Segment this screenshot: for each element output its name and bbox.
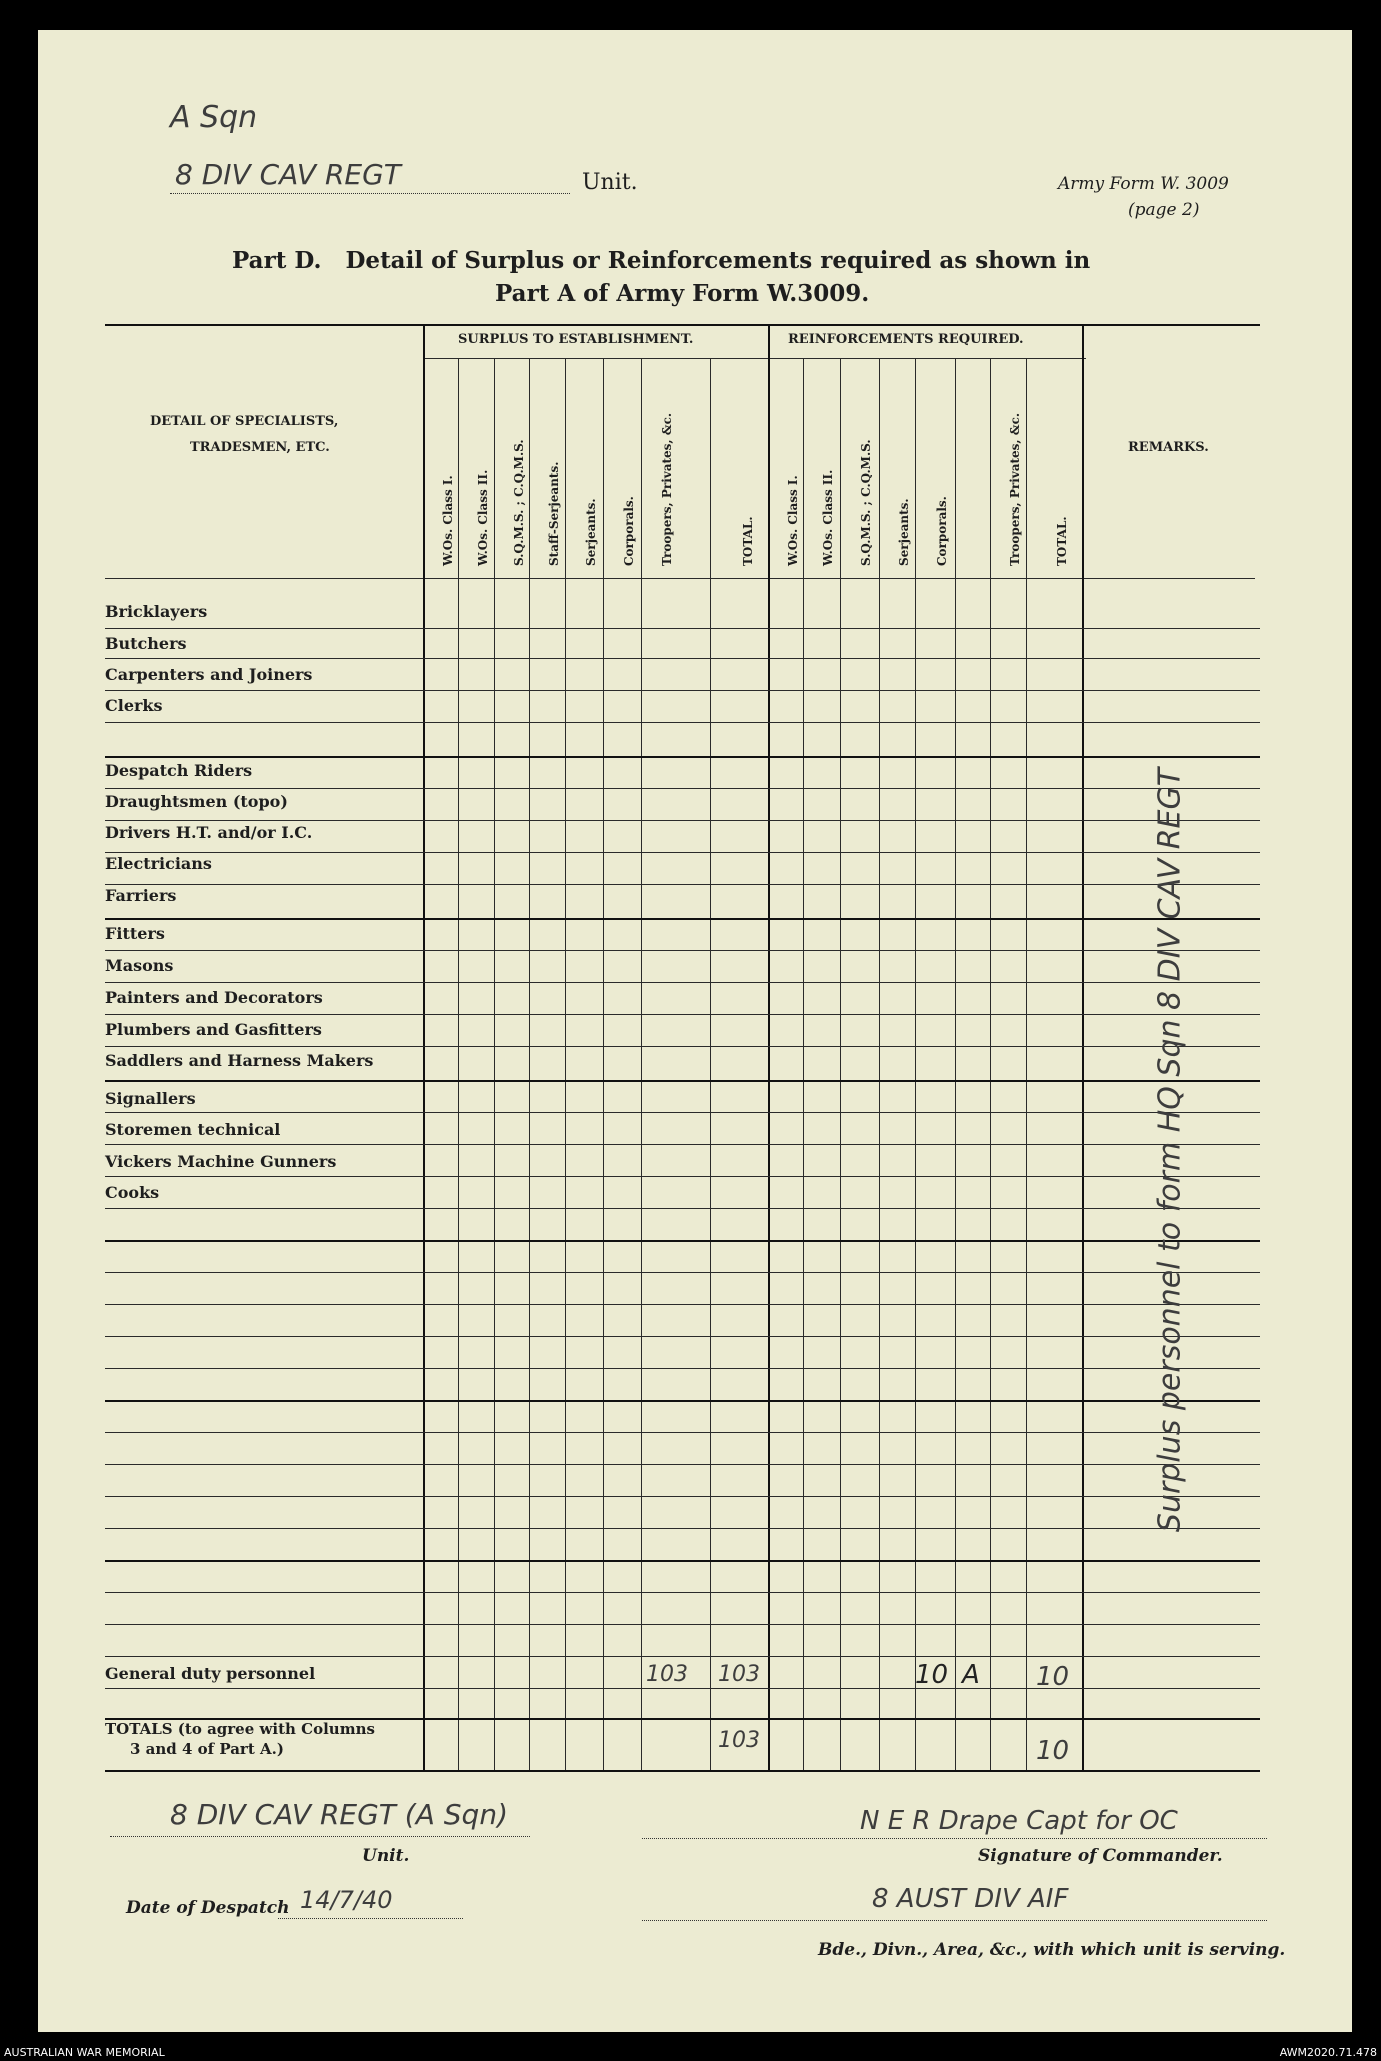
- title-line-2: Part A of Army Form W.3009.: [495, 280, 870, 307]
- surplus-col-head: Serjeants.: [584, 498, 598, 566]
- col-line: [915, 358, 916, 1770]
- row-rule: [105, 722, 1260, 723]
- general-duty-label: General duty personnel: [105, 1664, 316, 1683]
- row-rule: [105, 1014, 1260, 1015]
- totals-label-line-2: 3 and 4 of Part A.): [130, 1740, 284, 1758]
- row-label: Vickers Machine Gunners: [105, 1152, 337, 1171]
- formation-label: Bde., Divn., Area, &c., with which unit is serving.: [818, 1940, 1286, 1960]
- row-label: Carpenters and Joiners: [105, 665, 313, 684]
- surplus-col-head: W.Os. Class II.: [476, 469, 490, 566]
- reinforcement-col-head: Troopers, Privates, &c.: [1008, 412, 1022, 566]
- row-rule: [105, 628, 1260, 629]
- reinforcement-col-head: Corporals.: [935, 496, 949, 566]
- surplus-col-head: TOTAL.: [741, 516, 755, 566]
- detail-heading-line-1: DETAIL OF SPECIALISTS,: [150, 414, 339, 429]
- row-rule: [105, 918, 1260, 920]
- row-rule: [105, 1046, 1260, 1047]
- handwritten-squadron: A Sqn: [170, 100, 258, 135]
- handwritten-unit-top: 8 DIV CAV REGT: [175, 158, 401, 191]
- row-label: Masons: [105, 956, 174, 975]
- table-bottom-rule: [105, 1770, 1260, 1772]
- row-rule: [105, 1080, 1260, 1082]
- handwritten-unit-bottom: 8 DIV CAV REGT (A Sqn): [170, 1798, 508, 1831]
- row-rule: [105, 1272, 1260, 1273]
- row-label: Storemen technical: [105, 1120, 281, 1139]
- reinforcement-col-head: W.Os. Class I.: [786, 475, 800, 566]
- row-label: Painters and Decorators: [105, 988, 323, 1007]
- unit-label: Unit.: [582, 170, 638, 195]
- detail-heading-line-2: TRADESMEN, ETC.: [190, 440, 330, 455]
- col-line: [710, 358, 711, 1770]
- row-rule: [105, 982, 1260, 983]
- row-rule: [105, 852, 1260, 853]
- date-label: Date of Despatch: [126, 1898, 290, 1918]
- row-rule: [105, 658, 1260, 659]
- row-rule: [105, 1112, 1260, 1113]
- handwritten-formation: 8 AUST DIV AIF: [872, 1884, 1069, 1914]
- row-rule: [105, 1432, 1260, 1433]
- row-label: Bricklayers: [105, 602, 208, 621]
- row-rule: [105, 1208, 1260, 1209]
- row-rule: [105, 756, 1260, 758]
- row-label: Plumbers and Gasfitters: [105, 1020, 322, 1039]
- row-label: Electricians: [105, 854, 212, 873]
- col-line: [955, 358, 956, 1770]
- row-rule: [105, 1336, 1260, 1337]
- row-rule: [105, 1592, 1260, 1593]
- row-rule: [105, 690, 1260, 691]
- gd-troopers-value: 103: [646, 1662, 688, 1687]
- reinforcement-col-head: W.Os. Class II.: [821, 469, 835, 566]
- row-label: Draughtsmen (topo): [105, 792, 288, 811]
- row-label: Cooks: [105, 1183, 160, 1202]
- row-label: Farriers: [105, 886, 177, 905]
- gd-reinf-troopers-value: A: [962, 1660, 980, 1690]
- surplus-col-head: Troopers, Privates, &c.: [660, 412, 674, 566]
- col-line: [641, 358, 642, 1770]
- date-underline: [278, 1918, 463, 1919]
- row-rule: [105, 1496, 1260, 1497]
- unit-bottom-underline: [110, 1836, 530, 1837]
- row-rule: [105, 1400, 1260, 1402]
- bottom-unit-label: Unit.: [362, 1846, 410, 1866]
- surplus-heading-rule: [423, 358, 1086, 359]
- row-rule: [105, 1304, 1260, 1305]
- row-rule: [105, 1144, 1260, 1145]
- row-rule: [105, 950, 1260, 951]
- row-label: Clerks: [105, 696, 163, 715]
- row-rule: [105, 820, 1260, 821]
- totals-label-line-1: TOTALS (to agree with Columns: [105, 1720, 375, 1738]
- signature-underline: [642, 1838, 1267, 1839]
- col-line: [1026, 358, 1027, 1770]
- row-label: Saddlers and Harness Makers: [105, 1051, 374, 1070]
- row-rule: [105, 788, 1260, 789]
- handwritten-date: 14/7/40: [300, 1886, 393, 1914]
- reinforcement-col-head: S.Q.M.S. ; C.Q.M.S.: [859, 439, 873, 566]
- col-line: [1082, 324, 1084, 1770]
- table-top-rule: [105, 324, 1260, 326]
- col-line: [565, 358, 566, 1770]
- row-label: Butchers: [105, 634, 187, 653]
- row-rule: [105, 884, 1260, 885]
- surplus-col-head: Corporals.: [622, 496, 636, 566]
- row-rule: [105, 1624, 1260, 1625]
- remarks-handwriting: Surplus personnel to form HQ Sqn 8 DIV CAV REGT: [1152, 767, 1188, 1533]
- row-rule: [105, 1656, 1260, 1657]
- row-rule: [105, 1688, 1260, 1689]
- row-rule: [105, 1176, 1260, 1177]
- unit-underline: [170, 193, 570, 194]
- row-label: Drivers H.T. and/or I.C.: [105, 823, 313, 842]
- col-line: [840, 358, 841, 1770]
- row-rule: [105, 1464, 1260, 1465]
- surplus-heading: SURPLUS TO ESTABLISHMENT.: [458, 332, 694, 347]
- col-line: [603, 358, 604, 1770]
- signature-label: Signature of Commander.: [978, 1846, 1223, 1866]
- footer-left: AUSTRALIAN WAR MEMORIAL: [4, 2046, 165, 2059]
- form-page: (page 2): [1128, 200, 1200, 220]
- gd-reinf-total-value: 10: [1036, 1662, 1070, 1692]
- reinforcements-heading: REINFORCEMENTS REQUIRED.: [788, 332, 1024, 347]
- handwritten-signature: N E R Drape Capt for OC: [860, 1806, 1178, 1836]
- footer-right: AWM2020.71.478: [1279, 2046, 1377, 2059]
- row-rule: [105, 1560, 1260, 1562]
- totals-surplus-value: 103: [718, 1728, 760, 1753]
- surplus-col-head: Staff-Serjeants.: [547, 461, 561, 566]
- row-rule: [105, 1240, 1260, 1242]
- form-label: Army Form W. 3009: [1058, 174, 1229, 194]
- row-rule: [105, 1368, 1260, 1369]
- totals-reinf-value: 10: [1036, 1736, 1070, 1766]
- row-label: Fitters: [105, 924, 165, 943]
- gd-reinf-corporals-value: 10: [915, 1660, 949, 1690]
- formation-underline: [642, 1920, 1267, 1921]
- gd-total-value: 103: [718, 1662, 760, 1687]
- surplus-col-head: S.Q.M.S. ; C.Q.M.S.: [512, 439, 526, 566]
- row-label: Despatch Riders: [105, 761, 253, 780]
- title-line-1: Part D. Detail of Surplus or Reinforcements required as shown in: [232, 247, 1091, 274]
- row-label: Signallers: [105, 1089, 196, 1108]
- reinforcement-col-head: TOTAL.: [1055, 516, 1069, 566]
- reinforcement-col-head: Serjeants.: [897, 498, 911, 566]
- remarks-heading: REMARKS.: [1128, 440, 1209, 455]
- surplus-col-head: W.Os. Class I.: [441, 475, 455, 566]
- row-rule: [105, 1528, 1260, 1529]
